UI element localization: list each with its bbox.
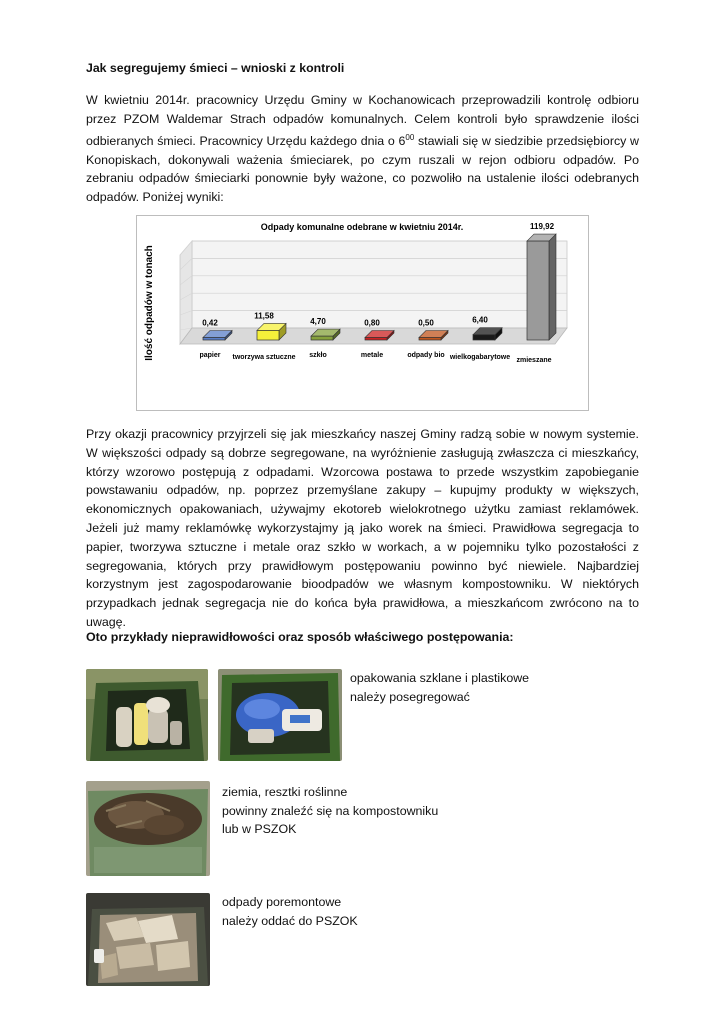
chart-value-label: 6,40	[472, 315, 488, 325]
chart-value-label: 4,70	[310, 317, 326, 327]
chart-bar	[257, 330, 279, 340]
bin-with-bottles-photo-1	[86, 669, 208, 761]
chart-bar	[527, 241, 549, 340]
chart-bar	[311, 336, 333, 340]
example-2-caption: ziemia, resztki roślinne powinny znaleźć się na kompostowniku lub w PSZOK	[222, 785, 439, 837]
page-title: Jak segregujemy śmieci – wnioski z kontroli	[86, 61, 345, 75]
chart-value-label: 119,92	[529, 222, 555, 232]
chart-value-label: 0,42	[202, 318, 218, 328]
example-1-caption: opakowania szklane i plastikowe należy posegregować	[350, 671, 530, 704]
chart-bar	[473, 335, 495, 340]
chart-value-label: 11,58	[254, 311, 274, 321]
waste-chart	[136, 215, 589, 411]
chart-ylabel: Ilość odpadów w tonach	[144, 245, 155, 361]
chart-bar	[203, 338, 225, 341]
bin-with-soil-photo	[86, 781, 210, 876]
chart-canvas	[137, 216, 588, 410]
bin-with-rubble-photo	[86, 893, 210, 986]
chart-value-label: 0,80	[364, 318, 380, 328]
observations-paragraph: Przy okazji pracownicy przyjrzeli się jak mieszkańcy naszej Gminy radzą sobie w nowym systemie. W większości odpady są dobrze segregowane, na wyróżnienie zasługują zwłaszcza ci mieszkańcy, którzy wzorowo postępują z odpadami. Wzorcowa postawa to przede wszystkim zapobieganie powstawaniu odpadów, np. poprzez przemyślane zakupy – kupujmy produkty w większych, ekonomicznych opakowaniach, używajmy ekotoreb wielokrotnego użytku zamiast reklamówek. Jeżeli już mamy reklamówkę wykorzystajmy ją jako worek na śmieci. Prawidłowa segregacja to papier, tworzywa sztuczne i metale oraz szkło w workach, a w pojemniku tylko pozostałości z segregowania, których przy prawidłowym postępowaniu powinno być niewiele. Najbardziej korzystnym jest zagospodarowanie bioodpadów we własnym kompostowniku. W niektórych przypadkach jednak segregacja nie do końca była prawidłowa, a mieszkańcom zwrócono na to uwagę.	[86, 427, 639, 629]
time-superscript: 00	[405, 132, 415, 142]
chart-value-label: 0,50	[418, 318, 434, 328]
chart-category-label: papier	[199, 352, 221, 359]
chart-category-label: szkło	[309, 352, 327, 359]
chart-category-label: tworzywa sztuczne	[232, 354, 296, 361]
chart-title: Odpady komunalne odebrane w kwietniu 2014r.	[260, 222, 464, 232]
chart-category-label: odpady bio	[407, 352, 445, 359]
chart-category-label: zmieszane	[516, 357, 552, 364]
intro-paragraph	[86, 91, 639, 207]
intro-text-part1: W kwietniu 2014r. pracownicy Urzędu Gminy w Kochanowicach przeprowadzili kontrolę odbioru przez PZOM Waldemar Strach odpadów komunalnych. Celem kontroli było sprawdzenie ilości odbieranych śmieci. Pracownicy Urzędu każdego dnia o 6	[86, 93, 639, 148]
example-3-caption: odpady poremontowe należy oddać do PSZOK	[222, 895, 358, 928]
examples-heading: Oto przykłady nieprawidłowości oraz sposób właściwego postępowania:	[86, 630, 514, 644]
chart-bar-side	[549, 234, 556, 340]
chart-category-label: wielkogabarytowe	[449, 354, 511, 361]
chart-bar	[365, 338, 387, 341]
bin-with-bottles-photo-2	[218, 669, 342, 761]
chart-category-label: metale	[360, 352, 384, 359]
chart-back-wall	[192, 241, 567, 328]
intro-text-part2: stawiali się w siedzibie przedsiębiorcy w Konopiskach, dokonywali ważenia śmieciarek, po czym ruszali w rejon odbioru odpadów. Po zebraniu odpadów śmieciarki ponownie były ważone, co pozwoliło na ustalenie ilości odebranych odpadów. Poniżej wyniki:	[86, 133, 639, 205]
chart-bar	[419, 338, 441, 341]
